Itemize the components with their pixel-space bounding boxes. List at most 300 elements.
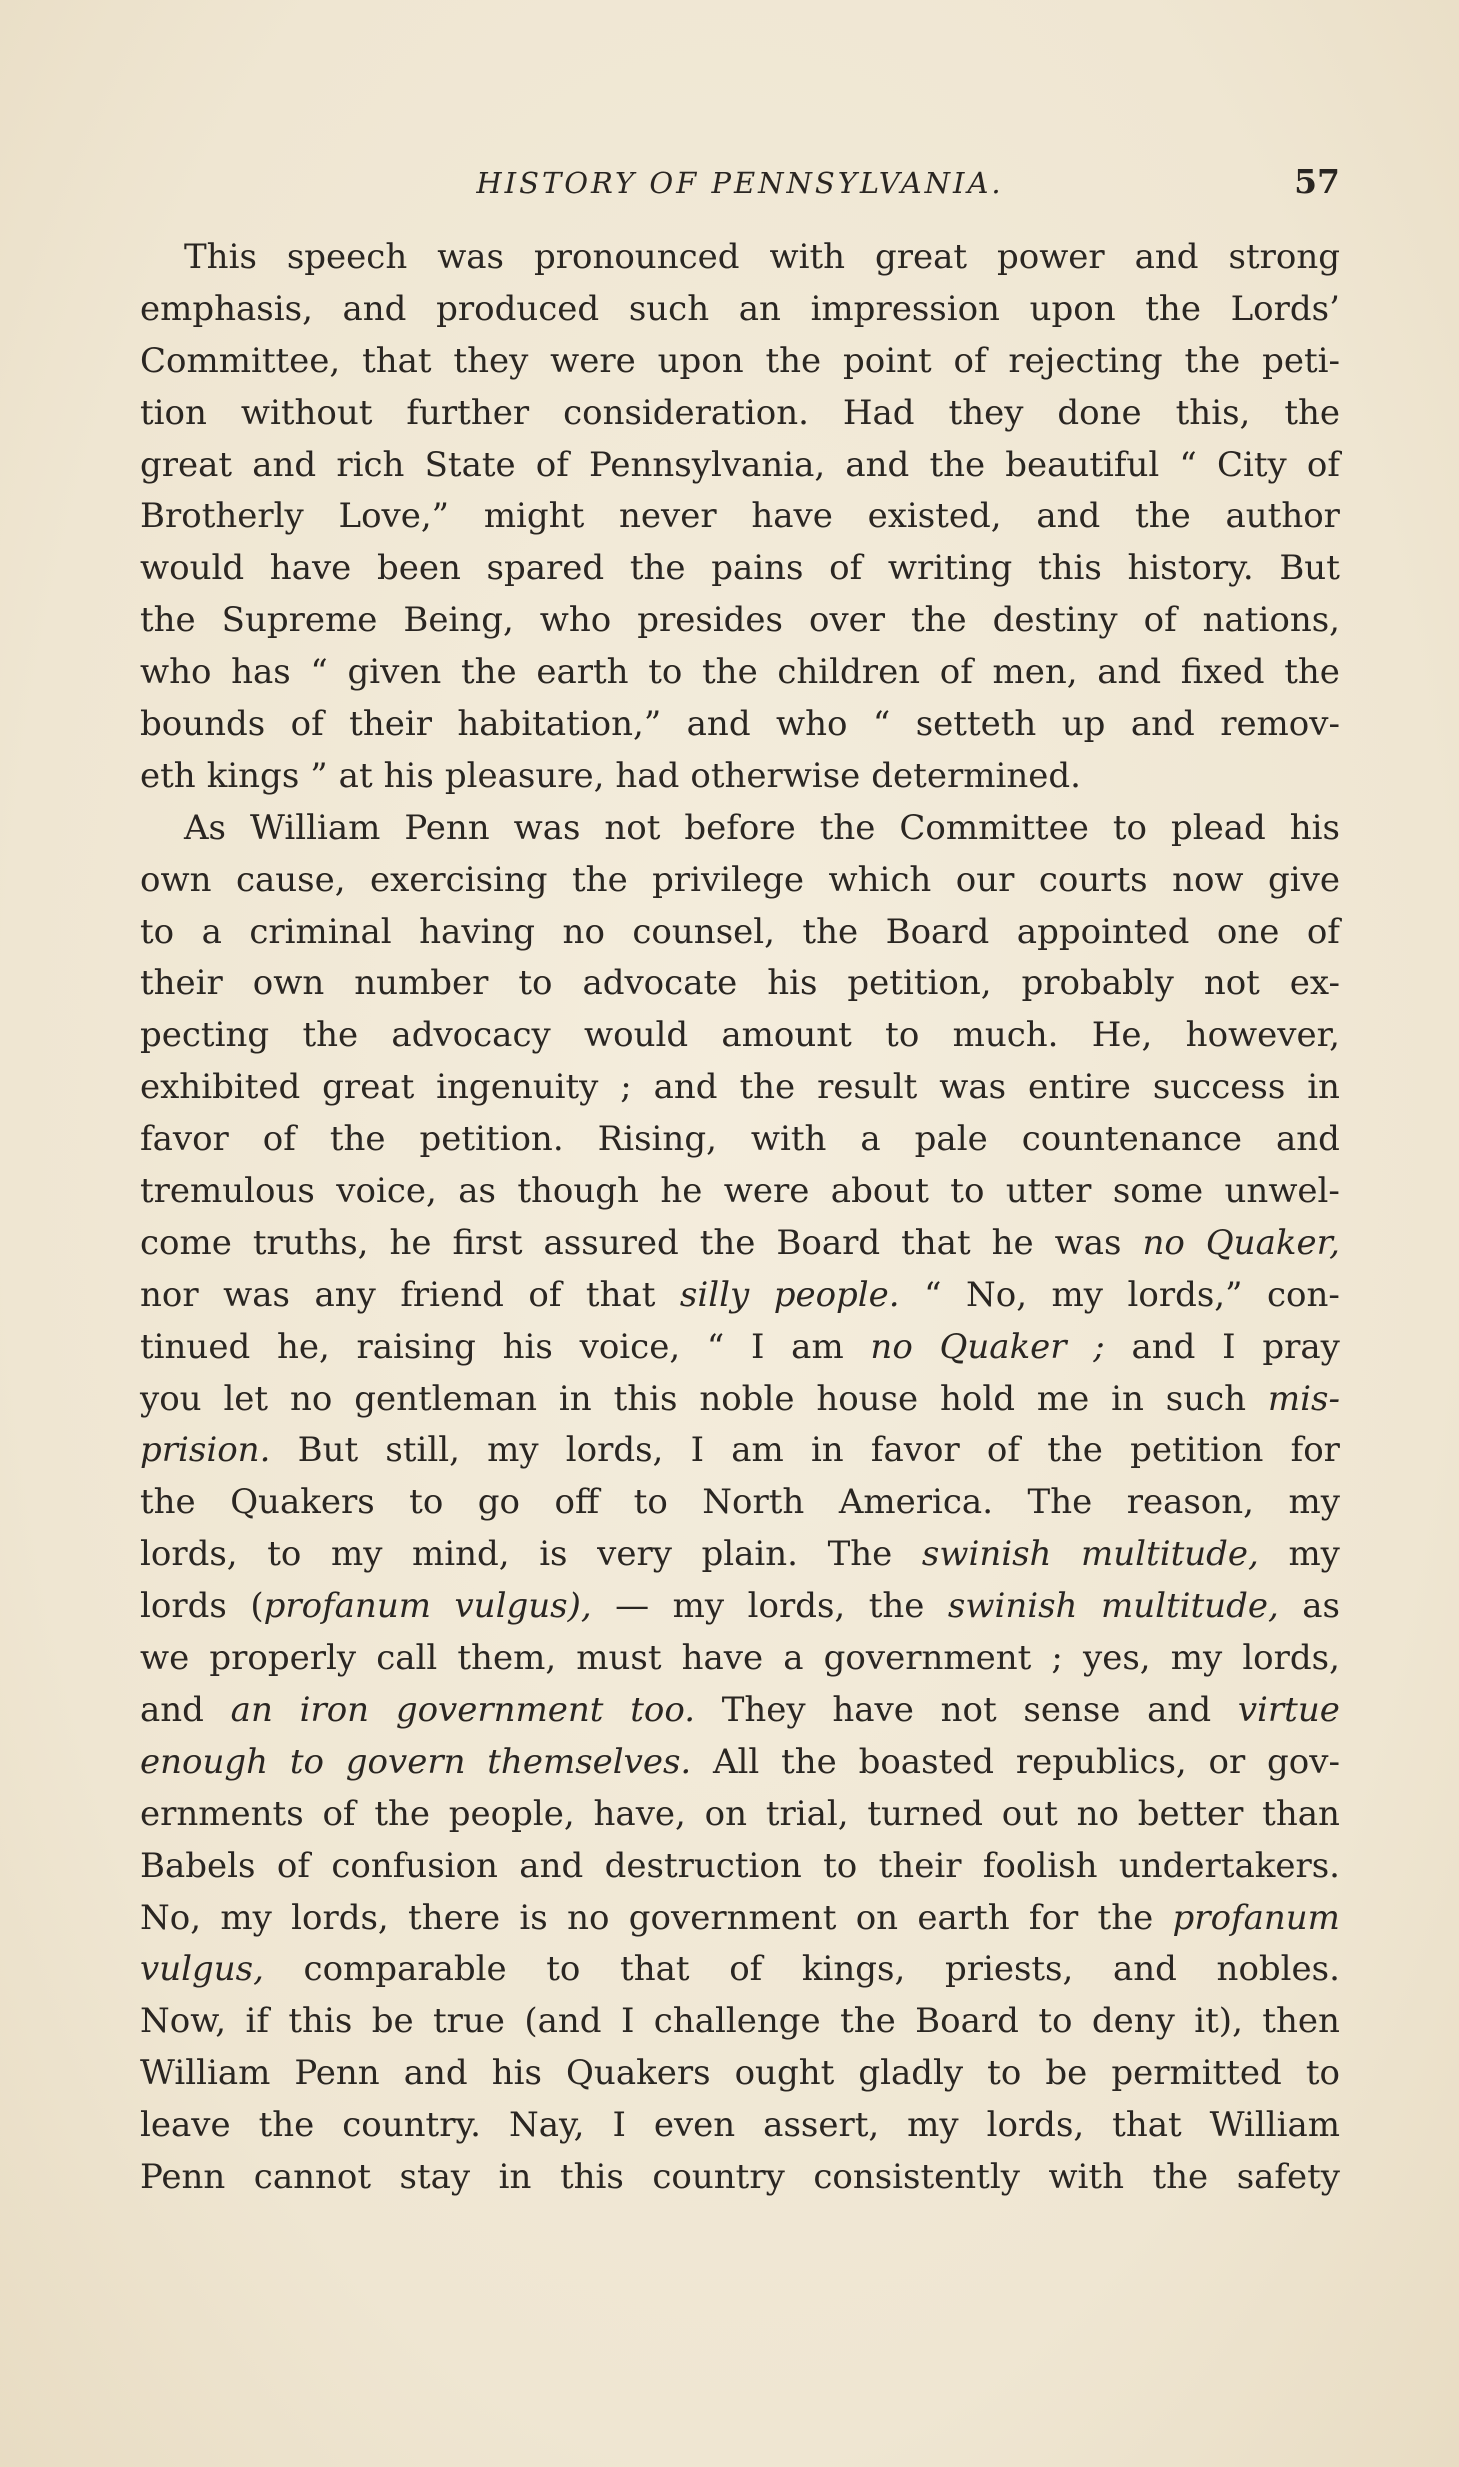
word: America. — [838, 1482, 994, 1523]
word: though — [517, 1171, 639, 1212]
word: fixed — [1180, 652, 1265, 693]
word: government — [628, 1897, 837, 1938]
text-line — [140, 1062, 1340, 1114]
word: as — [1302, 1586, 1340, 1627]
word: the — [1152, 2156, 1209, 2197]
word: pains — [711, 548, 804, 589]
word: at — [338, 755, 373, 796]
word: priests, — [944, 1949, 1074, 1990]
word: to — [140, 911, 175, 952]
word: their — [349, 704, 432, 745]
word: otherwise — [690, 755, 861, 796]
word: Penn — [294, 2053, 380, 2094]
word: an — [230, 1689, 273, 1730]
word: up — [1061, 704, 1106, 745]
word: swinish — [921, 1534, 1052, 1575]
word: to — [987, 2053, 1022, 2094]
text-line — [140, 440, 1340, 492]
word: the — [1184, 340, 1241, 381]
body-text — [140, 232, 1340, 2204]
word: determined. — [871, 755, 1081, 796]
text-line — [140, 803, 1340, 855]
word: the — [1284, 392, 1340, 433]
word: habitation,” — [457, 704, 662, 745]
word: mis- — [1267, 1378, 1340, 1419]
word: be — [1045, 2053, 1088, 2094]
word: history. — [1127, 548, 1254, 589]
text-line — [140, 1322, 1340, 1374]
text-line — [140, 1841, 1340, 1893]
word: silly — [679, 1274, 750, 1315]
word: the — [629, 548, 686, 589]
word: done — [1057, 392, 1142, 433]
word: nobles. — [1216, 1949, 1340, 1990]
word: the — [302, 1015, 359, 1056]
word: republics, — [1015, 1741, 1187, 1782]
text-line — [140, 1633, 1340, 1685]
word: which — [828, 859, 932, 900]
word: no — [567, 1897, 610, 1938]
word: emphasis, — [140, 288, 313, 329]
word: as — [458, 1171, 496, 1212]
word: virtue — [1237, 1689, 1340, 1730]
word: Committee — [899, 807, 1089, 848]
word: of — [528, 1274, 562, 1315]
word: “ — [310, 652, 328, 693]
word: country. — [342, 2105, 481, 2146]
word: counsel, — [632, 911, 775, 952]
word: iron — [299, 1689, 370, 1730]
word: upon — [657, 340, 744, 381]
word: lords — [140, 1586, 227, 1627]
word: of — [1306, 911, 1340, 952]
word: number — [354, 963, 489, 1004]
word: further — [406, 392, 530, 433]
word: and — [140, 1689, 204, 1730]
word: properly — [209, 1638, 357, 1679]
word: upon — [1029, 288, 1116, 329]
word: if — [245, 2001, 269, 2042]
word: turned — [867, 1793, 983, 1834]
word: remov- — [1220, 704, 1340, 745]
word: probably — [1021, 963, 1174, 1004]
word: I — [690, 1430, 705, 1471]
word: consistently — [813, 2156, 1020, 2197]
word: Nay, — [508, 2105, 585, 2146]
word: his — [383, 755, 434, 796]
word: they — [948, 392, 1024, 433]
word: give — [1268, 859, 1340, 900]
word: having — [419, 911, 536, 952]
word: my — [1288, 1534, 1340, 1575]
word: of — [535, 444, 569, 485]
word: the — [819, 807, 876, 848]
word: my — [487, 1430, 539, 1471]
word: ernments — [140, 1793, 304, 1834]
word: leave — [140, 2105, 231, 2146]
word: (profanum — [250, 1586, 431, 1627]
word: you — [140, 1378, 202, 1419]
word: “ — [706, 1326, 725, 1367]
word: swinish — [947, 1586, 1078, 1627]
word: no — [1076, 1793, 1119, 1834]
word: some — [1112, 1171, 1204, 1212]
word: such — [628, 288, 710, 329]
word: is — [539, 1534, 568, 1575]
word: of — [290, 704, 324, 745]
word: the — [840, 2001, 896, 2042]
word: no — [870, 1326, 913, 1367]
word: impression — [810, 288, 1000, 329]
word: Board — [885, 911, 990, 952]
word: But — [297, 1430, 359, 1471]
word: his — [502, 1326, 553, 1367]
word: would — [584, 1015, 689, 1056]
word: No, — [140, 1897, 202, 1938]
word: themselves. — [487, 1741, 692, 1782]
word: my — [1288, 1482, 1340, 1523]
word: to — [518, 963, 553, 1004]
word: criminal — [249, 911, 392, 952]
text-line — [140, 336, 1340, 388]
word: tremulous — [140, 1171, 315, 1212]
word: lords, — [140, 1534, 238, 1575]
word: ingenuity — [436, 1067, 599, 1108]
word: house — [816, 1378, 919, 1419]
word: earth — [536, 652, 629, 693]
word: ; — [1051, 1638, 1063, 1679]
word: of — [322, 1793, 356, 1834]
word: I — [612, 2105, 626, 2146]
text-line — [140, 284, 1340, 336]
word: Quaker — [939, 1326, 1067, 1367]
word: their — [140, 963, 223, 1004]
word: who — [140, 652, 212, 693]
word: much. — [952, 1015, 1059, 1056]
text-line — [140, 491, 1340, 543]
word: this — [559, 2156, 624, 2197]
word: nations, — [1202, 600, 1340, 641]
word: Love,” — [338, 496, 450, 537]
word: Babels — [140, 1845, 256, 1886]
word: this, — [1175, 392, 1251, 433]
word: a — [860, 1119, 881, 1160]
word: had — [615, 755, 680, 796]
word: of — [276, 1845, 310, 1886]
word: Now, — [140, 2001, 227, 2042]
word: of — [262, 1119, 296, 1160]
word: presides — [637, 600, 783, 641]
word: I — [751, 1326, 765, 1367]
word: with — [750, 1119, 827, 1160]
word: must — [576, 1638, 662, 1679]
word: the — [374, 1793, 430, 1834]
word: who — [539, 600, 612, 641]
word: this — [613, 1378, 678, 1419]
word: and — [1097, 652, 1162, 693]
word: too. — [630, 1689, 695, 1730]
word: to — [1038, 2001, 1073, 2042]
word: he — [389, 1222, 432, 1263]
word: is — [519, 1897, 548, 1938]
text-line — [140, 1996, 1340, 2048]
word: earth — [917, 1897, 1010, 1938]
word: an — [738, 288, 781, 329]
word: of — [986, 1430, 1020, 1471]
word: and — [686, 704, 751, 745]
word: who — [776, 704, 848, 745]
word: my — [220, 1897, 272, 1938]
word: for — [1290, 1430, 1340, 1471]
word: to — [546, 1949, 581, 1990]
word: the — [1135, 496, 1191, 537]
word: Had — [842, 392, 915, 433]
word: my — [330, 1534, 383, 1575]
word: plead — [1170, 807, 1266, 848]
word: favor — [140, 1119, 229, 1160]
text-line — [140, 1737, 1340, 1789]
word: profanum — [1172, 1897, 1340, 1938]
word: the — [929, 444, 986, 485]
word: the — [699, 1222, 756, 1263]
word: was — [223, 1274, 290, 1315]
text-line — [140, 1685, 1340, 1737]
word: result — [817, 1067, 918, 1108]
word: William — [250, 807, 381, 848]
page-header — [140, 158, 1340, 208]
word: the — [702, 652, 758, 693]
word: existed, — [867, 496, 1002, 537]
word: he — [991, 1222, 1034, 1263]
word: be — [371, 2001, 414, 2042]
word: ; — [620, 1067, 632, 1108]
word: in — [1307, 1067, 1340, 1108]
word: petition. — [419, 1119, 564, 1160]
running-title: HISTORY OF PENNSYLVANIA. — [476, 166, 1004, 200]
word: reason, — [1126, 1482, 1254, 1523]
word: on — [855, 1897, 899, 1938]
word: my — [1170, 1638, 1223, 1679]
word: comparable — [303, 1949, 507, 1990]
word: now — [1172, 859, 1244, 900]
word: confusion — [331, 1845, 498, 1886]
word: his — [1289, 807, 1340, 848]
word: the — [1047, 1430, 1103, 1471]
word: enough — [140, 1741, 269, 1782]
word: noble — [699, 1378, 795, 1419]
word: Quaker, — [1205, 1222, 1340, 1263]
word: Brotherly — [140, 496, 304, 537]
word: the — [258, 2105, 315, 2146]
word: This — [184, 237, 257, 277]
text-line — [140, 1581, 1340, 1633]
word: have — [751, 496, 833, 537]
word: let — [223, 1378, 269, 1419]
word: No, — [966, 1274, 1028, 1315]
word: a — [783, 1638, 804, 1679]
word: ought — [734, 2053, 835, 2094]
word: advocate — [582, 963, 738, 1004]
word: that — [1112, 2105, 1182, 2146]
word: no — [289, 1378, 333, 1419]
word: that — [362, 340, 432, 381]
word: entire — [1027, 1067, 1131, 1108]
word: amount — [721, 1015, 852, 1056]
word: great — [322, 1067, 415, 1108]
word: foolish — [982, 1845, 1098, 1886]
word: ex- — [1289, 963, 1340, 1004]
word: to — [289, 1741, 324, 1782]
word: safety — [1236, 2156, 1340, 2197]
word: rich — [336, 444, 405, 485]
word: beautiful — [1005, 444, 1160, 485]
word: multitude, — [1081, 1534, 1259, 1575]
word: lords, — [986, 2105, 1085, 2146]
word: tion — [140, 392, 207, 433]
word: to — [885, 1015, 920, 1056]
word: City — [1216, 444, 1287, 485]
word: men, — [992, 652, 1078, 693]
word: vulgus, — [140, 1949, 264, 1990]
word: eth — [140, 755, 196, 796]
word: rejecting — [1008, 340, 1163, 381]
text-line — [140, 595, 1340, 647]
word: his — [491, 2053, 542, 2094]
word: of — [1306, 444, 1340, 485]
word: their — [878, 1845, 962, 1886]
word: the — [868, 1586, 925, 1627]
word: people. — [773, 1274, 900, 1315]
word: truths, — [252, 1222, 369, 1263]
word: yes, — [1083, 1638, 1151, 1679]
word: petition, — [847, 963, 992, 1004]
word: than — [1262, 1793, 1340, 1834]
word: the — [765, 340, 822, 381]
word: peti- — [1262, 340, 1340, 381]
text-line — [140, 388, 1340, 440]
word: assert, — [763, 2105, 880, 2146]
word: pronounced — [533, 237, 740, 277]
word: was — [1054, 1222, 1122, 1263]
word: come — [140, 1222, 232, 1263]
word: spared — [486, 548, 605, 589]
word: not — [604, 807, 661, 848]
word: before — [684, 807, 796, 848]
word: produced — [436, 288, 600, 329]
word: off — [554, 1482, 600, 1523]
word: to — [633, 1482, 668, 1523]
word: and — [653, 1067, 718, 1108]
word: without — [240, 392, 373, 433]
word: lords, — [747, 1586, 846, 1627]
word: to — [1112, 807, 1147, 848]
word: or — [1208, 1741, 1246, 1782]
word: great — [140, 444, 233, 485]
word: in — [498, 2156, 532, 2197]
word: over — [808, 600, 886, 641]
word: however, — [1185, 1015, 1340, 1056]
word: He, — [1091, 1015, 1153, 1056]
word: were — [723, 1171, 810, 1212]
word: have — [832, 1689, 914, 1730]
word-part: ), — [567, 1586, 592, 1627]
word: friend — [400, 1274, 504, 1315]
word: stay — [399, 2156, 471, 2197]
text-line — [140, 647, 1340, 699]
word: mind, — [412, 1534, 510, 1575]
word: children — [777, 652, 921, 693]
word: Board — [915, 2001, 1019, 2042]
text-line — [140, 855, 1340, 907]
word: setteth — [915, 704, 1037, 745]
word: still, — [385, 1430, 460, 1471]
word: his — [767, 963, 818, 1004]
word: and — [1276, 1119, 1340, 1160]
word: “ — [1179, 444, 1197, 485]
text-line — [140, 2100, 1340, 2152]
word: prision. — [140, 1430, 271, 1471]
word: unwel- — [1224, 1171, 1340, 1212]
word: and — [342, 288, 407, 329]
text-line — [140, 1477, 1340, 1529]
word: the — [781, 1741, 837, 1782]
word: the — [140, 600, 196, 641]
word: pleasure, — [444, 755, 605, 796]
word: success — [1152, 1067, 1286, 1108]
word: never — [619, 496, 717, 537]
text-line — [140, 1944, 1340, 1996]
word: The — [1027, 1482, 1093, 1523]
word: great — [874, 237, 968, 277]
word: they — [453, 340, 529, 381]
word: the — [329, 1119, 386, 1160]
text-line — [140, 1270, 1340, 1322]
word: Committee, — [140, 340, 341, 381]
word: Board — [776, 1222, 881, 1263]
text-line — [140, 958, 1340, 1010]
word: government — [395, 1689, 604, 1730]
word: “ — [924, 1274, 942, 1315]
word: them, — [457, 1638, 557, 1679]
word: the — [911, 600, 967, 641]
word: of — [829, 548, 863, 589]
word: Quakers — [230, 1482, 375, 1523]
word: countenance — [1021, 1119, 1243, 1160]
word: (and — [524, 2001, 602, 2042]
word: there — [408, 1897, 501, 1938]
word: utter — [1005, 1171, 1092, 1212]
text-line — [140, 699, 1340, 751]
word: not — [940, 1689, 997, 1730]
word: the — [572, 859, 628, 900]
word: Rising, — [597, 1119, 717, 1160]
word: and — [1036, 496, 1101, 537]
word: was — [939, 1067, 1007, 1108]
word: me — [1036, 1378, 1090, 1419]
word: one — [1216, 911, 1280, 952]
word: not — [1203, 963, 1260, 1004]
word: ” — [310, 755, 328, 796]
word: speech — [286, 237, 408, 277]
word: were — [550, 340, 636, 381]
word: cause, — [235, 859, 346, 900]
word: exercising — [369, 859, 548, 900]
word: country — [652, 2156, 785, 2197]
word: the — [140, 1482, 196, 1523]
word: cannot — [253, 2156, 372, 2197]
word: and — [1130, 704, 1195, 745]
word: have — [681, 1638, 764, 1679]
